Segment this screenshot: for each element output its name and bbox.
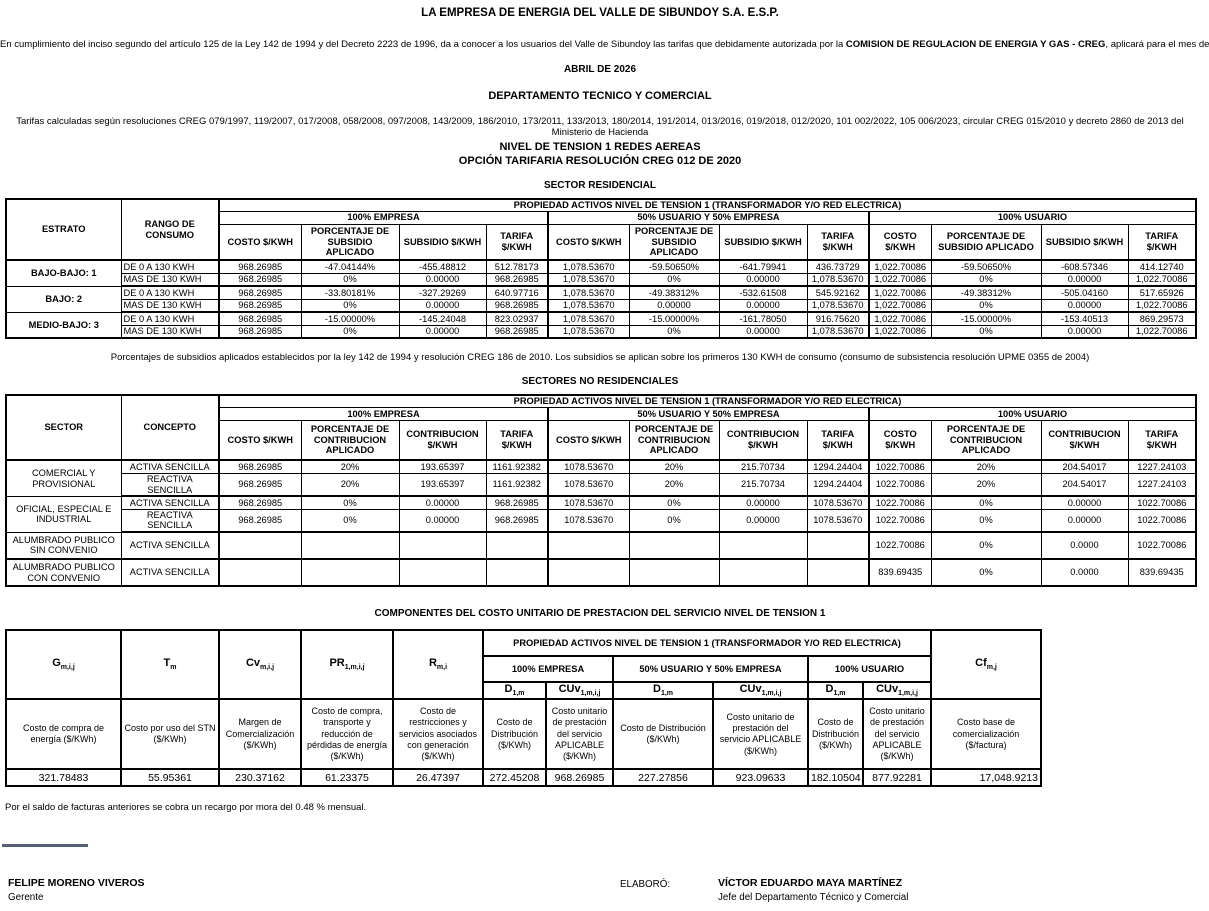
col-header: PORCENTAJE DE SUBSIDIO APLICADO — [301, 224, 399, 260]
cell: 0% — [931, 509, 1041, 532]
col-header-symbol: $D_{1,m}$ — [808, 682, 863, 699]
concepto-cell: REACTIVA SENCILLA — [121, 509, 219, 532]
cell: 0% — [301, 273, 399, 286]
nonresidential-section-title: SECTORES NO RESIDENCIALES — [521, 376, 679, 388]
concepto-cell: ACTIVA SENCILLA — [121, 532, 219, 559]
col-header: COSTO $/KWH — [869, 420, 931, 460]
rango-cell: DE 0 A 130 KWH — [121, 260, 219, 273]
col-header: SUBSIDIO $/KWH — [719, 224, 807, 260]
table-row — [6, 260, 1196, 273]
rango-cell: MAS DE 130 KWH — [121, 299, 219, 312]
cell: 0.00000 — [1041, 325, 1128, 338]
rango-cell: MAS DE 130 KWH — [121, 273, 219, 286]
value-cell: 227.27856 — [613, 769, 713, 786]
cell: 1,022.70086 — [1128, 299, 1196, 312]
cell: 1078.53670 — [548, 496, 629, 509]
cell: 0.00000 — [719, 509, 807, 532]
cell: 823.02937 — [486, 312, 548, 325]
cell: -59.50650% — [931, 260, 1041, 273]
col-header: COSTO $/KWH — [548, 420, 629, 460]
value-cell: 923.09633 — [713, 769, 808, 786]
col-header: COSTO $/KWH — [219, 224, 301, 260]
table-row — [6, 299, 1196, 312]
table-row — [6, 273, 1196, 286]
cell: 0% — [931, 559, 1041, 586]
cell: 20% — [931, 473, 1041, 496]
cell: 0% — [931, 325, 1041, 338]
cell: 0% — [629, 273, 719, 286]
resolutions-paragraph: Tarifas calculadas según resoluciones CREG 079/1997, 119/2007, 017/2008, 058/2008, 097/2008, 143/2009, 186/2010, 173/2011, 133/2013, 180/2014, 191/2014, 013/2016, 019/2018, 012/2020, 101 002/2022, 105 006/2023, circular CREG 015/2010 y decreto 2860 de 2013 del Ministerio de Hacienda — [16, 116, 1184, 138]
cell: 968.26985 — [219, 299, 301, 312]
cell: 20% — [629, 460, 719, 473]
estrato-cell: MEDIO-BAJO: 3 — [6, 312, 121, 338]
value-cell: 182.10504 — [808, 769, 863, 786]
col-header: TARIFA $/KWH — [1128, 420, 1196, 460]
cell — [399, 559, 486, 586]
cell — [486, 559, 548, 586]
cell: -145.24048 — [399, 312, 486, 325]
cell: -532.61508 — [719, 286, 807, 299]
cell: 968.26985 — [219, 286, 301, 299]
table-row — [6, 769, 1041, 786]
cell: -15.00000% — [629, 312, 719, 325]
cell — [219, 559, 301, 586]
col-header-rango: RANGO DE CONSUMO — [121, 199, 219, 260]
tariff-option-title: OPCIÓN TARIFARIA RESOLUCIÓN CREG 012 DE 2020 — [458, 155, 742, 167]
cell: 1078.53670 — [807, 509, 869, 532]
cell: 1022.70086 — [1128, 509, 1196, 532]
rango-cell: MAS DE 130 KWH — [121, 325, 219, 338]
col-header-sector: SECTOR — [6, 395, 121, 460]
cell — [807, 559, 869, 586]
cell: 1227.24103 — [1128, 460, 1196, 473]
cell: -47.04144% — [301, 260, 399, 273]
rango-cell: DE 0 A 130 KWH — [121, 312, 219, 325]
cell: -455.48812 — [399, 260, 486, 273]
rango-cell: DE 0 A 130 KWH — [121, 286, 219, 299]
cell: 839.69435 — [869, 559, 931, 586]
cell — [486, 532, 548, 559]
cell: 968.26985 — [219, 273, 301, 286]
col-header-symbol: $D_{1,m}$ — [483, 682, 546, 699]
cell: 0.00000 — [719, 325, 807, 338]
concepto-cell: REACTIVA SENCILLA — [121, 473, 219, 496]
cell: 0.00000 — [399, 496, 486, 509]
col-header: SUBSIDIO $/KWH — [399, 224, 486, 260]
cell: 0% — [301, 509, 399, 532]
cell: 0.0000 — [1041, 532, 1128, 559]
cell: 0.00000 — [719, 273, 807, 286]
cell: 968.26985 — [486, 299, 548, 312]
cell: -15.00000% — [931, 312, 1041, 325]
subsidy-note: Porcentajes de subsidios aplicados establecidos por la ley 142 de 1994 y resolución CREG 186 de 2010. Los subsidios se aplican sobre los primeros 130 KWH de consumo (consumo de subsistencia resolución UPME 0355 de 2004) — [110, 352, 1090, 364]
cell: 204.54017 — [1041, 460, 1128, 473]
surcharge-note: Por el saldo de facturas anteriores se cobra un recargo por mora del 0.48 % mensual. — [5, 802, 367, 814]
table-row — [6, 473, 1196, 496]
cell: 1,078.53670 — [548, 286, 629, 299]
nonresidential-table — [5, 394, 1197, 587]
col-header-span: PROPIEDAD ACTIVOS NIVEL DE TENSION 1 (TRANSFORMADOR Y/O RED ELECTRICA) — [219, 199, 1196, 211]
cell: 1,078.53670 — [548, 299, 629, 312]
value-cell: 321.78483 — [6, 769, 121, 786]
value-cell: 17,048.9213 — [931, 769, 1041, 786]
department-title: DEPARTAMENTO TECNICO Y COMERCIAL — [488, 90, 712, 102]
value-cell: 877.92281 — [863, 769, 931, 786]
cell: 968.26985 — [219, 260, 301, 273]
cell: -161.78050 — [719, 312, 807, 325]
col-header-span: PROPIEDAD ACTIVOS NIVEL DE TENSION 1 (TRANSFORMADOR Y/O RED ELECTRICA) — [219, 395, 1196, 407]
intro-text-pre: En cumplimiento del inciso segundo del artículo 125 de la Ley 142 de 1994 y del Decreto 2223 de 1996, da a conocer a los usuarios del Valle de Sibundoy las tarifas que debidamente autorizada por la — [0, 39, 846, 50]
company-title: LA EMPRESA DE ENERGIA DEL VALLE DE SIBUNDOY S.A. E.S.P. — [421, 7, 779, 19]
cell: 968.26985 — [219, 312, 301, 325]
cell: 0.00000 — [399, 509, 486, 532]
cell: 545.92162 — [807, 286, 869, 299]
cell: 968.26985 — [219, 473, 301, 496]
description-cell: Costo unitario de prestación del servicio APLICABLE ($/KWh) — [546, 699, 613, 769]
cell — [629, 559, 719, 586]
cell: 968.26985 — [486, 325, 548, 338]
col-header: SUBSIDIO $/KWH — [1041, 224, 1128, 260]
cell: 0.00000 — [1041, 496, 1128, 509]
cell: 1,022.70086 — [869, 299, 931, 312]
cell: 0.0000 — [1041, 559, 1128, 586]
elaborated-label: ELABORÓ: — [620, 879, 671, 891]
group-header-empresa: 100% EMPRESA — [219, 407, 548, 420]
cell: -641.79941 — [719, 260, 807, 273]
cell: 1,022.70086 — [869, 312, 931, 325]
col-header-symbol: $D_{1,m}$ — [613, 682, 713, 699]
cell: 0% — [629, 325, 719, 338]
cell — [301, 559, 399, 586]
intro-text-post: , aplicará para el mes de — [1105, 39, 1209, 50]
group-header-usuario: 100% USUARIO — [808, 656, 931, 682]
table-row — [6, 559, 1196, 586]
cell: 0% — [629, 509, 719, 532]
elaborated-name: VÍCTOR EDUARDO MAYA MARTÍNEZ — [718, 877, 903, 890]
cell: -33.80181% — [301, 286, 399, 299]
cell: 215.70734 — [719, 460, 807, 473]
cell: 0% — [629, 496, 719, 509]
table-row — [6, 460, 1196, 473]
cell — [301, 532, 399, 559]
cell — [807, 532, 869, 559]
cell: 20% — [301, 473, 399, 496]
cell: 1,022.70086 — [1128, 273, 1196, 286]
cell: 916.75620 — [807, 312, 869, 325]
cell: 517.65926 — [1128, 286, 1196, 299]
intro-text-creg: COMISION DE REGULACION DE ENERGIA Y GAS - CREG — [845, 39, 1106, 50]
col-header: PORCENTAJE DE CONTRIBUCION APLICADO — [931, 420, 1041, 460]
description-cell: Costo unitario de prestación del servicio APLICABLE ($/KWh) — [863, 699, 931, 769]
cell: 1,022.70086 — [869, 286, 931, 299]
group-header-mixto: 50% USUARIO Y 50% EMPRESA — [548, 407, 869, 420]
concepto-cell: ACTIVA SENCILLA — [121, 496, 219, 509]
signature-block — [0, 877, 1200, 911]
col-header: COSTO $/KWH — [548, 224, 629, 260]
cell: 1,078.53670 — [807, 299, 869, 312]
cell: 1,022.70086 — [869, 325, 931, 338]
cell: 1,022.70086 — [869, 273, 931, 286]
cell: -327.29269 — [399, 286, 486, 299]
sector-cell: OFICIAL, ESPECIAL E INDUSTRIAL — [6, 496, 121, 532]
col-header: TARIFA $/KWH — [486, 420, 548, 460]
cell: 968.26985 — [219, 496, 301, 509]
group-header-empresa: 100% EMPRESA — [483, 656, 613, 682]
concepto-cell: ACTIVA SENCILLA — [121, 460, 219, 473]
cell: 1,078.53670 — [548, 260, 629, 273]
cell: 1,078.53670 — [807, 273, 869, 286]
cell: -15.00000% — [301, 312, 399, 325]
cell: 436.73729 — [807, 260, 869, 273]
cell: 512.78173 — [486, 260, 548, 273]
cell: 1,078.53670 — [548, 273, 629, 286]
col-header-estrato: ESTRATO — [6, 199, 121, 260]
cell: 0% — [931, 273, 1041, 286]
value-cell: 61.23375 — [301, 769, 393, 786]
cell: 1294.24404 — [807, 473, 869, 496]
cell: 1022.70086 — [1128, 532, 1196, 559]
cell: 215.70734 — [719, 473, 807, 496]
cell: 1022.70086 — [1128, 496, 1196, 509]
cell: 1078.53670 — [548, 460, 629, 473]
cell — [219, 532, 301, 559]
cell: 20% — [629, 473, 719, 496]
cell: -49.38312% — [629, 286, 719, 299]
table-row — [6, 630, 1041, 656]
cell: 1078.53670 — [548, 473, 629, 496]
col-header: TARIFA $/KWH — [807, 420, 869, 460]
cell: 1022.70086 — [869, 460, 931, 473]
table-row — [6, 312, 1196, 325]
cell: 968.26985 — [219, 509, 301, 532]
table-row — [6, 325, 1196, 338]
cell: 968.26985 — [219, 325, 301, 338]
group-header-usuario: 100% USUARIO — [869, 407, 1196, 420]
cell: 0.00000 — [399, 325, 486, 338]
tariff-month: ABRIL DE 2026 — [563, 64, 637, 75]
cell: 0% — [931, 496, 1041, 509]
cell: -49.38312% — [931, 286, 1041, 299]
residential-section-title: SECTOR RESIDENCIAL — [543, 180, 657, 191]
col-header-symbol: $Cv_{m,i,j}$ — [219, 630, 301, 699]
cell: 0.00000 — [1041, 509, 1128, 532]
col-header: PORCENTAJE DE SUBSIDIO APLICADO — [629, 224, 719, 260]
intro-paragraph — [0, 39, 1209, 50]
components-table — [5, 629, 1042, 787]
description-cell: Costo unitario de prestación del servicio APLICABLE ($/KWh) — [713, 699, 808, 769]
cell: 968.26985 — [486, 496, 548, 509]
cell: -608.57346 — [1041, 260, 1128, 273]
table-row — [6, 395, 1196, 407]
cell: 0% — [301, 496, 399, 509]
col-header-symbol: $PR_{1,m,i,j}$ — [301, 630, 393, 699]
cell: 193.65397 — [399, 460, 486, 473]
cell: 1,022.70086 — [869, 260, 931, 273]
cell: -505.04160 — [1041, 286, 1128, 299]
residential-table — [5, 198, 1197, 339]
cell — [719, 532, 807, 559]
col-header: TARIFA $/KWH — [807, 224, 869, 260]
cell: 968.26985 — [219, 460, 301, 473]
table-row — [6, 699, 1041, 769]
group-header-mixto: 50% USUARIO Y 50% EMPRESA — [548, 211, 869, 224]
col-header: CONTRIBUCION $/KWH — [399, 420, 486, 460]
estrato-cell: BAJO-BAJO: 1 — [6, 260, 121, 286]
cell: 0.00000 — [629, 299, 719, 312]
description-cell: Costo de compra de energía ($/KWh) — [6, 699, 121, 769]
concepto-cell: ACTIVA SENCILLA — [121, 559, 219, 586]
col-header-span: PROPIEDAD ACTIVOS NIVEL DE TENSION 1 (TRANSFORMADOR Y/O RED ELECTRICA) — [483, 630, 931, 656]
cell: 968.26985 — [486, 509, 548, 532]
col-header: PORCENTAJE DE CONTRIBUCION APLICADO — [629, 420, 719, 460]
cell: 0% — [931, 532, 1041, 559]
table-row — [6, 509, 1196, 532]
cell: 1022.70086 — [869, 532, 931, 559]
cell — [399, 532, 486, 559]
cell: 1,078.53670 — [548, 325, 629, 338]
cell: -153.40513 — [1041, 312, 1128, 325]
cell — [548, 532, 629, 559]
value-cell: 272.45208 — [483, 769, 546, 786]
col-header-symbol: CUv$_{1,m,i,j}$ — [863, 682, 931, 699]
cell: 20% — [301, 460, 399, 473]
cell: 1,078.53670 — [807, 325, 869, 338]
description-cell: Costo de compra, transporte y reducción de pérdidas de energía ($/KWh) — [301, 699, 393, 769]
cell — [719, 559, 807, 586]
col-header-symbol: CUv$_{1,m,i,j}$ — [546, 682, 613, 699]
description-cell: Costo de Distribución ($/KWh) — [483, 699, 546, 769]
cell: 204.54017 — [1041, 473, 1128, 496]
elaborated-title: Jefe del Departamento Técnico y Comercial — [718, 892, 909, 904]
cell: 839.69435 — [1128, 559, 1196, 586]
sector-cell: ALUMBRADO PUBLICO CON CONVENIO — [6, 559, 121, 586]
cell: -59.50650% — [629, 260, 719, 273]
group-header-empresa: 100% EMPRESA — [219, 211, 548, 224]
cell: 1,078.53670 — [548, 312, 629, 325]
cell: 0% — [301, 325, 399, 338]
description-cell: Margen de Comercialización ($/KWh) — [219, 699, 301, 769]
value-cell: 55.95361 — [121, 769, 219, 786]
table-row — [6, 496, 1196, 509]
manager-title: Gerente — [8, 892, 44, 904]
cell: 1294.24404 — [807, 460, 869, 473]
cell: 968.26985 — [486, 273, 548, 286]
sector-cell: ALUMBRADO PUBLICO SIN CONVENIO — [6, 532, 121, 559]
col-header: PORCENTAJE DE SUBSIDIO APLICADO — [931, 224, 1041, 260]
cell — [548, 559, 629, 586]
col-header: TARIFA $/KWH — [486, 224, 548, 260]
cell: 20% — [931, 460, 1041, 473]
cell: 1022.70086 — [869, 473, 931, 496]
col-header-concepto: CONCEPTO — [121, 395, 219, 460]
table-row — [6, 199, 1196, 211]
table-row — [6, 532, 1196, 559]
cell: 1078.53670 — [548, 509, 629, 532]
value-cell: 968.26985 — [546, 769, 613, 786]
table-row — [6, 286, 1196, 299]
col-header: COSTO $/KWH — [219, 420, 301, 460]
col-header: CONTRIBUCION $/KWH — [1041, 420, 1128, 460]
cell: 1,022.70086 — [1128, 325, 1196, 338]
cell: 1227.24103 — [1128, 473, 1196, 496]
cell — [629, 532, 719, 559]
cell: 0% — [301, 299, 399, 312]
cell: 869.29573 — [1128, 312, 1196, 325]
col-header: PORCENTAJE DE CONTRIBUCION APLICADO — [301, 420, 399, 460]
group-header-mixto: 50% USUARIO Y 50% EMPRESA — [613, 656, 808, 682]
group-header-usuario: 100% USUARIO — [869, 211, 1196, 224]
col-header-symbol: $Cf_{m,j}$ — [931, 630, 1041, 699]
cell: 1161.92382 — [486, 473, 548, 496]
cell: 414.12740 — [1128, 260, 1196, 273]
description-cell: Costo de restricciones y servicios asociados con generación ($/KWh) — [393, 699, 483, 769]
page-edge-artifact — [2, 844, 88, 847]
col-header: TARIFA $/KWH — [1128, 224, 1196, 260]
col-header: CONTRIBUCION $/KWH — [719, 420, 807, 460]
col-header-symbol: CUv$_{1,m,i,j}$ — [713, 682, 808, 699]
manager-name: FELIPE MORENO VIVEROS — [8, 877, 145, 890]
description-cell: Costo por uso del STN ($/KWh) — [121, 699, 219, 769]
cell: 1161.92382 — [486, 460, 548, 473]
col-header-symbol: $T_m$ — [121, 630, 219, 699]
cell: 0.00000 — [719, 496, 807, 509]
cell: 1078.53670 — [807, 496, 869, 509]
tension-level-title: NIVEL DE TENSION 1 REDES AEREAS — [499, 141, 701, 153]
description-cell: Costo base de comercialización ($/factura) — [931, 699, 1041, 769]
cell: 0.00000 — [1041, 273, 1128, 286]
cell: 0.00000 — [399, 273, 486, 286]
cell: 0.00000 — [719, 299, 807, 312]
description-cell: Costo de Distribución ($/KWh) — [808, 699, 863, 769]
components-section-title: COMPONENTES DEL COSTO UNITARIO DE PRESTACION DEL SERVICIO NIVEL DE TENSION 1 — [374, 608, 826, 620]
cell: 0% — [931, 299, 1041, 312]
value-cell: 26.47397 — [393, 769, 483, 786]
cell: 1022.70086 — [869, 496, 931, 509]
cell: 0.00000 — [1041, 299, 1128, 312]
cell: 0.00000 — [399, 299, 486, 312]
col-header-symbol: $R_{m,i}$ — [393, 630, 483, 699]
value-cell: 230.37162 — [219, 769, 301, 786]
cell: 640.97716 — [486, 286, 548, 299]
cell: 193.65397 — [399, 473, 486, 496]
estrato-cell: BAJO: 2 — [6, 286, 121, 312]
description-cell: Costo de Distribución ($/KWh) — [613, 699, 713, 769]
sector-cell: COMERCIAL Y PROVISIONAL — [6, 460, 121, 496]
col-header: COSTO $/KWH — [869, 224, 931, 260]
col-header-symbol: $G_{m,i,j}$ — [6, 630, 121, 699]
cell: 1022.70086 — [869, 509, 931, 532]
